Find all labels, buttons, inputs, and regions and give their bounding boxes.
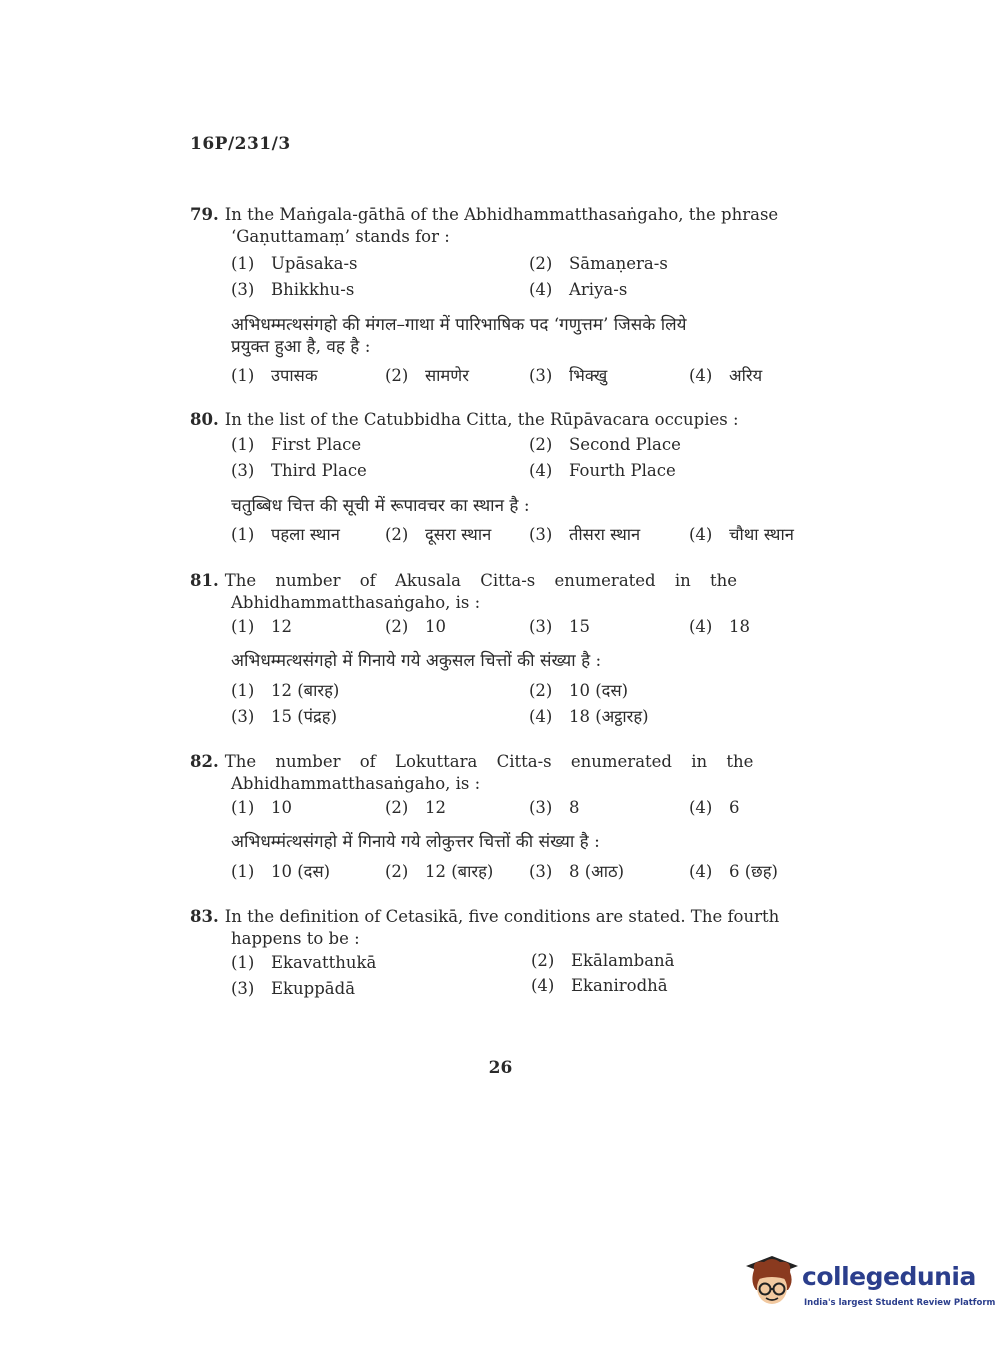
option-4: (4) Fourth Place xyxy=(529,461,676,480)
question-81 xyxy=(190,570,820,614)
question-number: 79. xyxy=(190,205,219,224)
question-stem xyxy=(190,204,820,226)
stem-line: happens to be : xyxy=(231,929,360,948)
stem-line: In the definition of Cetasikā, five conditions are stated. The fourth xyxy=(224,907,780,926)
option-3: (3) 15 xyxy=(529,617,590,636)
option-2: (2) Sāmaṇera-s xyxy=(529,254,668,273)
question-number: 81. xyxy=(190,571,219,590)
watermark-name: collegedunia xyxy=(802,1262,976,1291)
option-2: (2) 12 xyxy=(385,798,446,817)
hindi-stem xyxy=(190,831,820,853)
question-stem xyxy=(190,751,820,773)
option-1: (1) First Place xyxy=(231,435,362,454)
hindi-option-2: (2) 10 (दस) xyxy=(529,681,629,700)
hindi-option-1: (1) उपासक xyxy=(231,366,318,385)
question-79 xyxy=(190,204,820,248)
paper-code: 16P/231/3 xyxy=(190,134,291,154)
student-mascot-icon xyxy=(742,1252,802,1312)
watermark-tagline: India's largest Student Review Platform xyxy=(804,1298,996,1308)
question-stem xyxy=(190,409,820,431)
stem-line: Abhidhammatthasaṅgaho, is : xyxy=(231,774,481,793)
question-number: 83. xyxy=(190,907,219,926)
stem-line: In the Maṅgala-gāthā of the Abhidhammatthasaṅgaho, the phrase xyxy=(224,205,779,224)
option-3: (3) Ekuppādā xyxy=(231,979,356,998)
option-1: (1) Ekavatthukā xyxy=(231,953,377,972)
hindi-option-2: (2) दूसरा स्थान xyxy=(385,525,492,544)
question-80 xyxy=(190,409,820,431)
hindi-stem-line: अभिधम्मत्थसंगहो में गिनाये गये अकुसल चित्तों की संख्या है : xyxy=(231,651,602,671)
stem-line: In the list of the Catubbidha Citta, the Rūpāvacara occupies : xyxy=(224,410,739,429)
option-1: (1) 10 xyxy=(231,798,292,817)
question-stem xyxy=(190,906,820,928)
question-83 xyxy=(190,906,820,950)
hindi-option-4: (4) अरिय xyxy=(689,366,763,385)
collegedunia-watermark xyxy=(742,1252,996,1314)
hindi-option-2: (2) सामणेर xyxy=(385,366,469,385)
page-number: 26 xyxy=(488,1058,513,1078)
stem-line: ‘Gaṇuttamaṃ’ stands for : xyxy=(231,227,450,246)
question-stem xyxy=(190,570,820,592)
option-1: (1) Upāsaka-s xyxy=(231,254,358,273)
stem-line: The number of Akusala Citta-s enumerated in the xyxy=(224,571,738,590)
option-3: (3) 8 xyxy=(529,798,580,817)
option-2: (2) 10 xyxy=(385,617,446,636)
option-4: (4) Ekanirodhā xyxy=(531,976,668,995)
option-2: (2) Ekālambanā xyxy=(531,951,675,970)
option-4: (4) Ariya-s xyxy=(529,280,628,299)
hindi-option-4: (4) चौथा स्थान xyxy=(689,525,794,544)
stem-line: Abhidhammatthasaṅgaho, is : xyxy=(231,593,481,612)
hindi-option-4: (4) 6 (छह) xyxy=(689,862,778,881)
hindi-option-3: (3) तीसरा स्थान xyxy=(529,525,641,544)
hindi-stem xyxy=(190,314,820,358)
option-3: (3) Third Place xyxy=(231,461,367,480)
hindi-option-1: (1) 12 (बारह) xyxy=(231,681,340,700)
option-3: (3) Bhikkhu-s xyxy=(231,280,355,299)
stem-line: The number of Lokuttara Citta-s enumerated in the xyxy=(224,752,754,771)
hindi-stem xyxy=(190,650,820,672)
option-1: (1) 12 xyxy=(231,617,292,636)
question-82 xyxy=(190,751,820,795)
hindi-stem-line: प्रयुक्त हुआ है, वह है : xyxy=(231,337,371,357)
hindi-option-3: (3) 15 (पंद्रह) xyxy=(231,707,338,726)
hindi-stem-line: चतुब्बिध चित्त की सूची में रूपावचर का स्थान है : xyxy=(231,496,530,516)
hindi-stem-line: अभिधम्मत्थसंगहो की मंगल–गाथा में पारिभाषिक पद ‘गणुत्तम’ जिसके लिये xyxy=(231,315,687,335)
hindi-stem xyxy=(190,495,820,517)
hindi-option-1: (1) 10 (दस) xyxy=(231,862,331,881)
question-number: 82. xyxy=(190,752,219,771)
option-4: (4) 18 xyxy=(689,617,750,636)
option-4: (4) 6 xyxy=(689,798,740,817)
option-2: (2) Second Place xyxy=(529,435,681,454)
hindi-option-3: (3) भिक्खु xyxy=(529,366,608,385)
hindi-option-3: (3) 8 (आठ) xyxy=(529,862,625,881)
hindi-option-2: (2) 12 (बारह) xyxy=(385,862,494,881)
hindi-option-1: (1) पहला स्थान xyxy=(231,525,340,544)
question-number: 80. xyxy=(190,410,219,429)
hindi-option-4: (4) 18 (अट्ठारह) xyxy=(529,707,649,726)
hindi-stem-line: अभिधम्मंत्थसंगहो में गिनाये गये लोकुत्तर चित्तों की संख्या है : xyxy=(231,832,600,852)
